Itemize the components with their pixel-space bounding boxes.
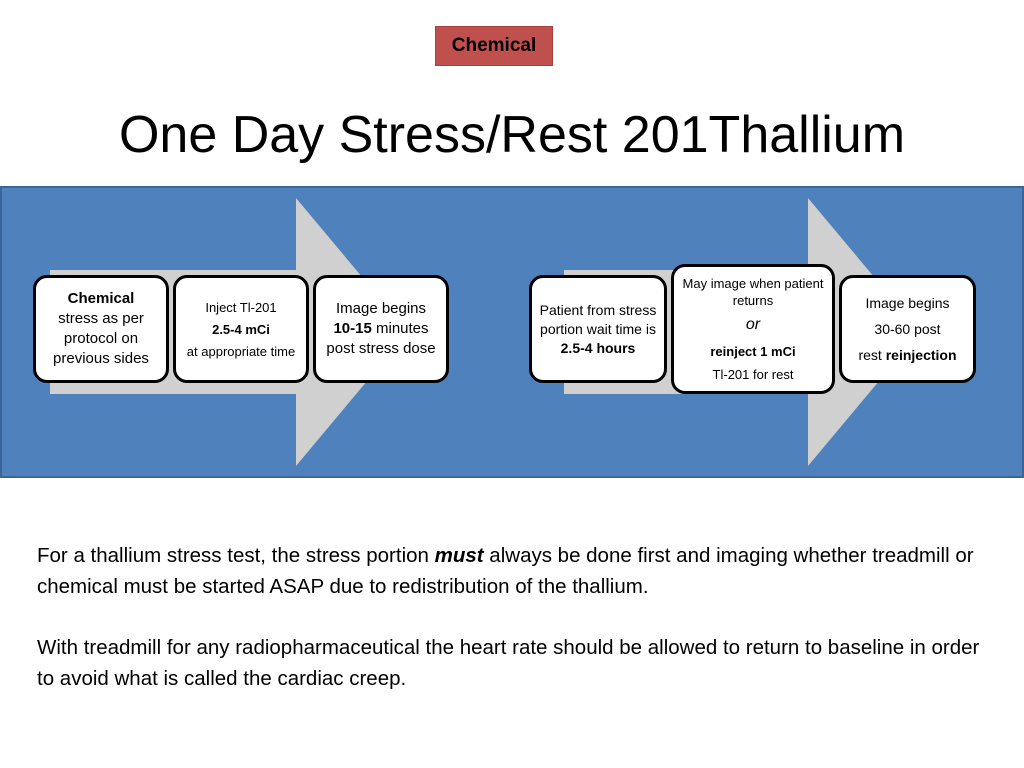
wait-text: Patient from stress portion wait time is	[539, 301, 657, 337]
step-image-begins-rest	[839, 275, 976, 383]
page-title: One Day Stress/Rest 201Thallium	[118, 106, 906, 164]
image-bold: 10-15	[333, 320, 372, 337]
step-inject-tl201	[173, 275, 309, 383]
rest-line2: 30-60 post	[874, 321, 941, 337]
para1-before: For a thallium stress test, the stress portion	[37, 544, 435, 567]
inject-line3: at appropriate time	[186, 343, 296, 359]
rest-line1: Image begins	[865, 295, 950, 311]
rest-bold: reinjection	[885, 347, 957, 363]
inject-line1: Inject Tl-201	[205, 299, 277, 315]
inject-dose: 2.5-4 mCi	[212, 321, 270, 337]
diagram-panel	[0, 186, 1024, 478]
paragraph-stress-first	[37, 540, 997, 602]
step-patient-wait	[529, 275, 667, 383]
chemical-tag: Chemical	[435, 26, 553, 66]
para1-emph: must	[434, 544, 484, 567]
reinject-line1: May image when patient returns	[682, 276, 824, 308]
para1-after: always be done first and imaging whether treadmill or chemical must be started ASAP due to redistribution of the thallium.	[37, 544, 974, 598]
rest-pre: rest	[858, 347, 886, 363]
step-chemical-text: stress as per protocol on previous sides	[53, 310, 149, 367]
reinject-bold: reinject 1 mCi	[710, 344, 796, 359]
step-reinject	[671, 264, 835, 394]
step-image-begins-stress	[313, 275, 449, 383]
image-rest: minutes	[371, 320, 429, 337]
step-chemical-bold: Chemical	[67, 290, 135, 307]
step-chemical-stress	[33, 275, 169, 383]
image-line1: Image begins	[335, 300, 427, 317]
paragraph-treadmill: With treadmill for any radiopharmaceutical the heart rate should be allowed to return to baseline in order to avoid what is called the cardiac creep.	[37, 636, 980, 690]
image-line3: post stress dose	[326, 340, 436, 357]
wait-bold: 2.5-4 hours	[560, 339, 636, 356]
reinject-line4: Tl-201 for rest	[712, 367, 794, 382]
reinject-or: or	[745, 316, 761, 333]
